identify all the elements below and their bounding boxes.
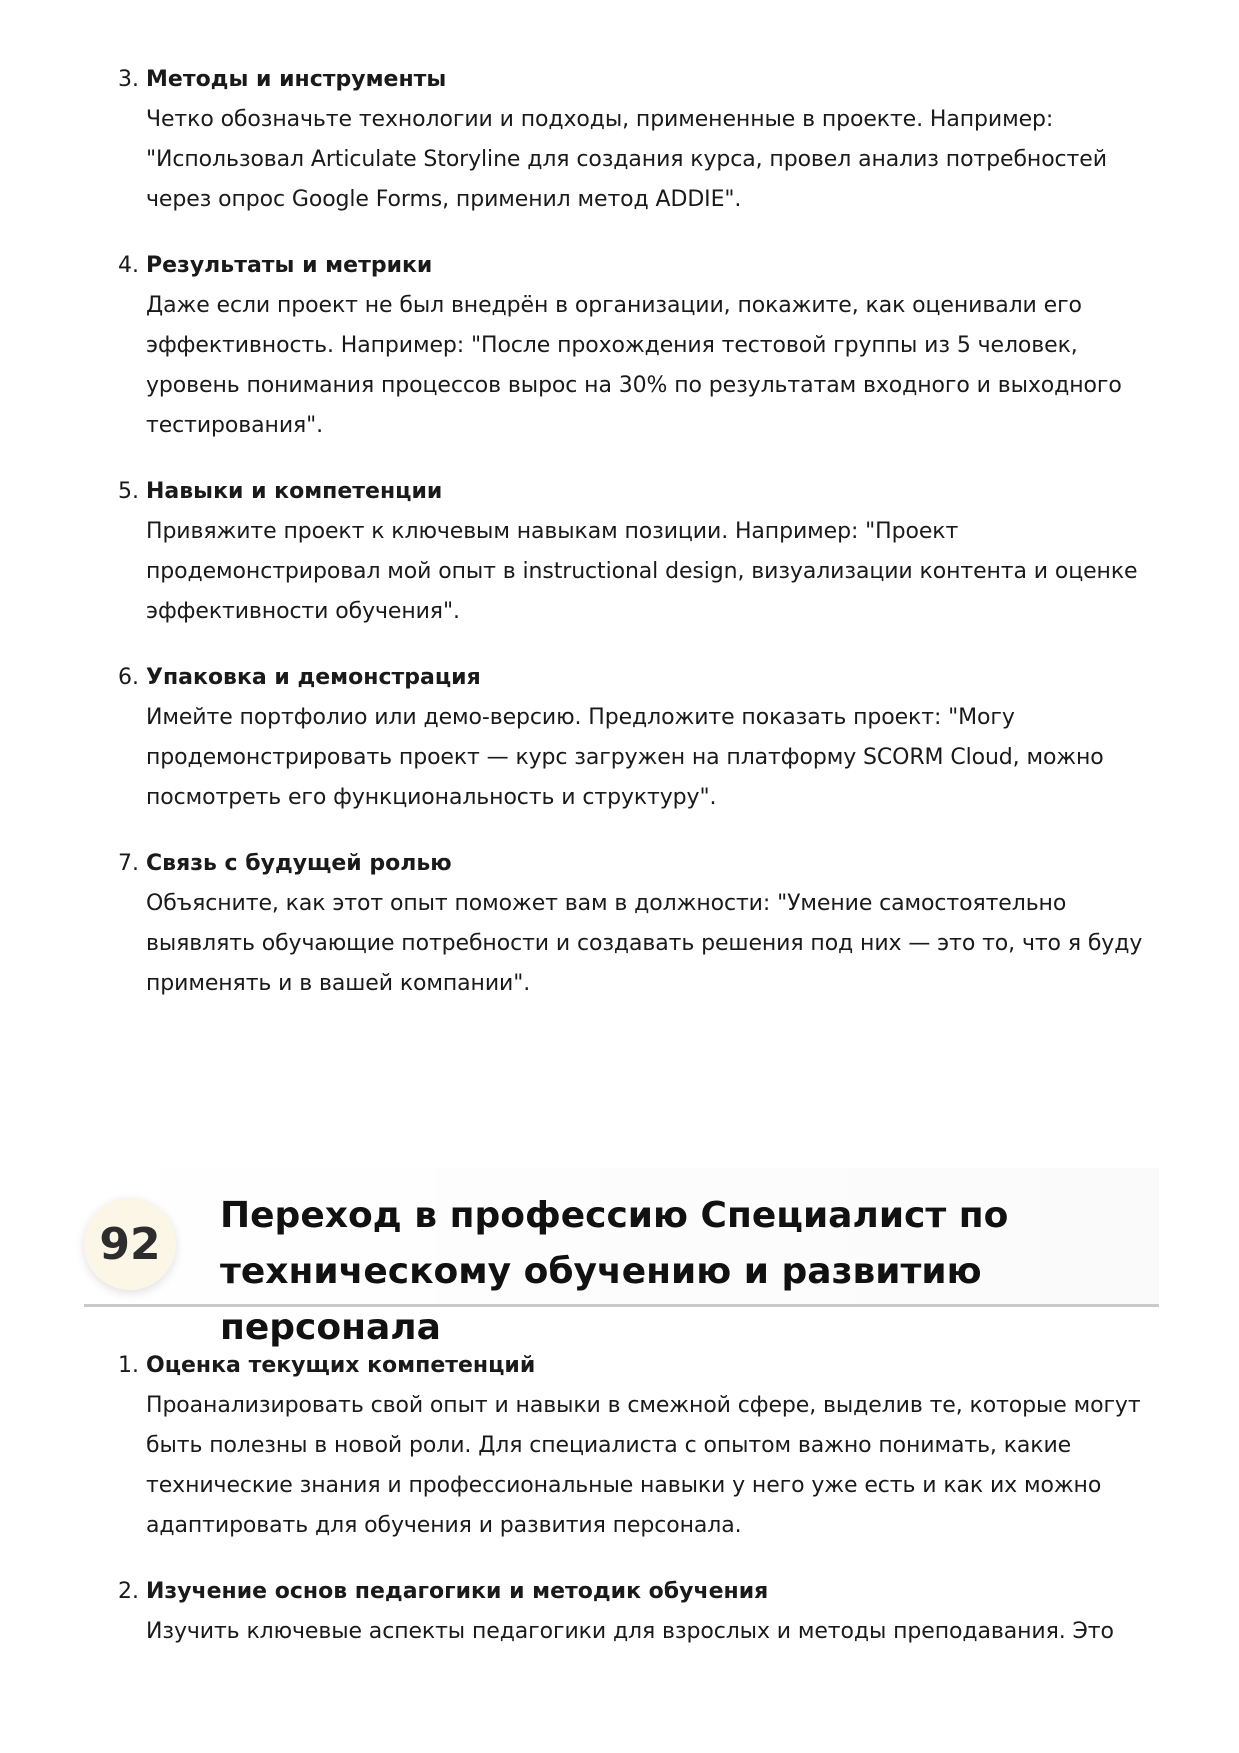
list-item xyxy=(118,658,1168,818)
item-title: Связь с будущей ролью xyxy=(146,851,452,876)
item-text-line: выявлять обучающие потребности и создавать решения под них — это то, что я буду xyxy=(146,931,1143,956)
list-item xyxy=(118,60,1168,220)
item-number: 2. xyxy=(118,1579,139,1604)
item-text-line: Имейте портфолио или демо-версию. Предложите показать проект: "Могу xyxy=(146,705,1015,730)
item-text-line: Проанализировать свой опыт и навыки в смежной сфере, выделив те, которые могут xyxy=(146,1393,1141,1418)
list-item xyxy=(118,472,1168,632)
section-number-badge: 92 xyxy=(84,1198,176,1290)
list-item xyxy=(118,844,1168,1004)
item-text-line: эффективность. Например: "После прохождения тестовой группы из 5 человек, xyxy=(146,333,1078,358)
item-text-line: применять и в вашей компании". xyxy=(146,971,531,996)
item-text-line: быть полезны в новой роли. Для специалиста с опытом важно понимать, какие xyxy=(146,1433,1072,1458)
top-numbered-list xyxy=(118,60,1168,1030)
item-title: Изучение основ педагогики и методик обучения xyxy=(146,1579,769,1604)
item-text-line: Четко обозначьте технологии и подходы, примененные в проекте. Например: xyxy=(146,107,1054,132)
list-item xyxy=(118,246,1168,446)
item-text-line: адаптировать для обучения и развития персонала. xyxy=(146,1513,742,1538)
item-title: Методы и инструменты xyxy=(146,67,447,92)
item-number: 4. xyxy=(118,253,139,278)
item-text-line: Привяжите проект к ключевым навыкам позиции. Например: "Проект xyxy=(146,519,959,544)
item-text-line: тестирования". xyxy=(146,413,324,438)
item-number: 6. xyxy=(118,665,139,690)
list-item xyxy=(118,1346,1168,1546)
item-text-line: Изучить ключевые аспекты педагогики для взрослых и методы преподавания. Это xyxy=(146,1619,1114,1644)
section-title-line: Переход в профессию Специалист по xyxy=(220,1195,1009,1236)
section-header xyxy=(84,1168,1159,1348)
item-text-line: уровень понимания процессов вырос на 30% по результатам входного и выходного xyxy=(146,373,1122,398)
item-number: 7. xyxy=(118,851,139,876)
bottom-numbered-list xyxy=(118,1346,1168,1678)
section-title xyxy=(220,1188,1140,1356)
item-text-line: посмотреть его функциональность и структуру". xyxy=(146,785,717,810)
list-item xyxy=(118,1572,1168,1652)
item-title: Навыки и компетенции xyxy=(146,479,443,504)
item-title: Результаты и метрики xyxy=(146,253,433,278)
item-number: 3. xyxy=(118,67,139,92)
item-text-line: через опрос Google Forms, применил метод ADDIE". xyxy=(146,187,742,212)
item-text-line: продемонстрировать проект — курс загружен на платформу SCORM Cloud, можно xyxy=(146,745,1104,770)
item-text-line: Объясните, как этот опыт поможет вам в должности: "Умение самостоятельно xyxy=(146,891,1067,916)
item-text-line: "Использовал Articulate Storyline для создания курса, провел анализ потребностей xyxy=(146,147,1107,172)
item-number: 1. xyxy=(118,1353,139,1378)
item-text-line: технические знания и профессиональные навыки у него уже есть и как их можно xyxy=(146,1473,1102,1498)
item-title: Оценка текущих компетенций xyxy=(146,1353,536,1378)
item-number: 5. xyxy=(118,479,139,504)
item-text-line: эффективности обучения". xyxy=(146,599,460,624)
item-text-line: Даже если проект не был внедрён в организации, покажите, как оценивали его xyxy=(146,293,1082,318)
item-text-line: продемонстрировал мой опыт в instructional design, визуализации контента и оценке xyxy=(146,559,1138,584)
item-title: Упаковка и демонстрация xyxy=(146,665,481,690)
section-title-line: техническому обучению и развитию персонала xyxy=(220,1251,982,1348)
